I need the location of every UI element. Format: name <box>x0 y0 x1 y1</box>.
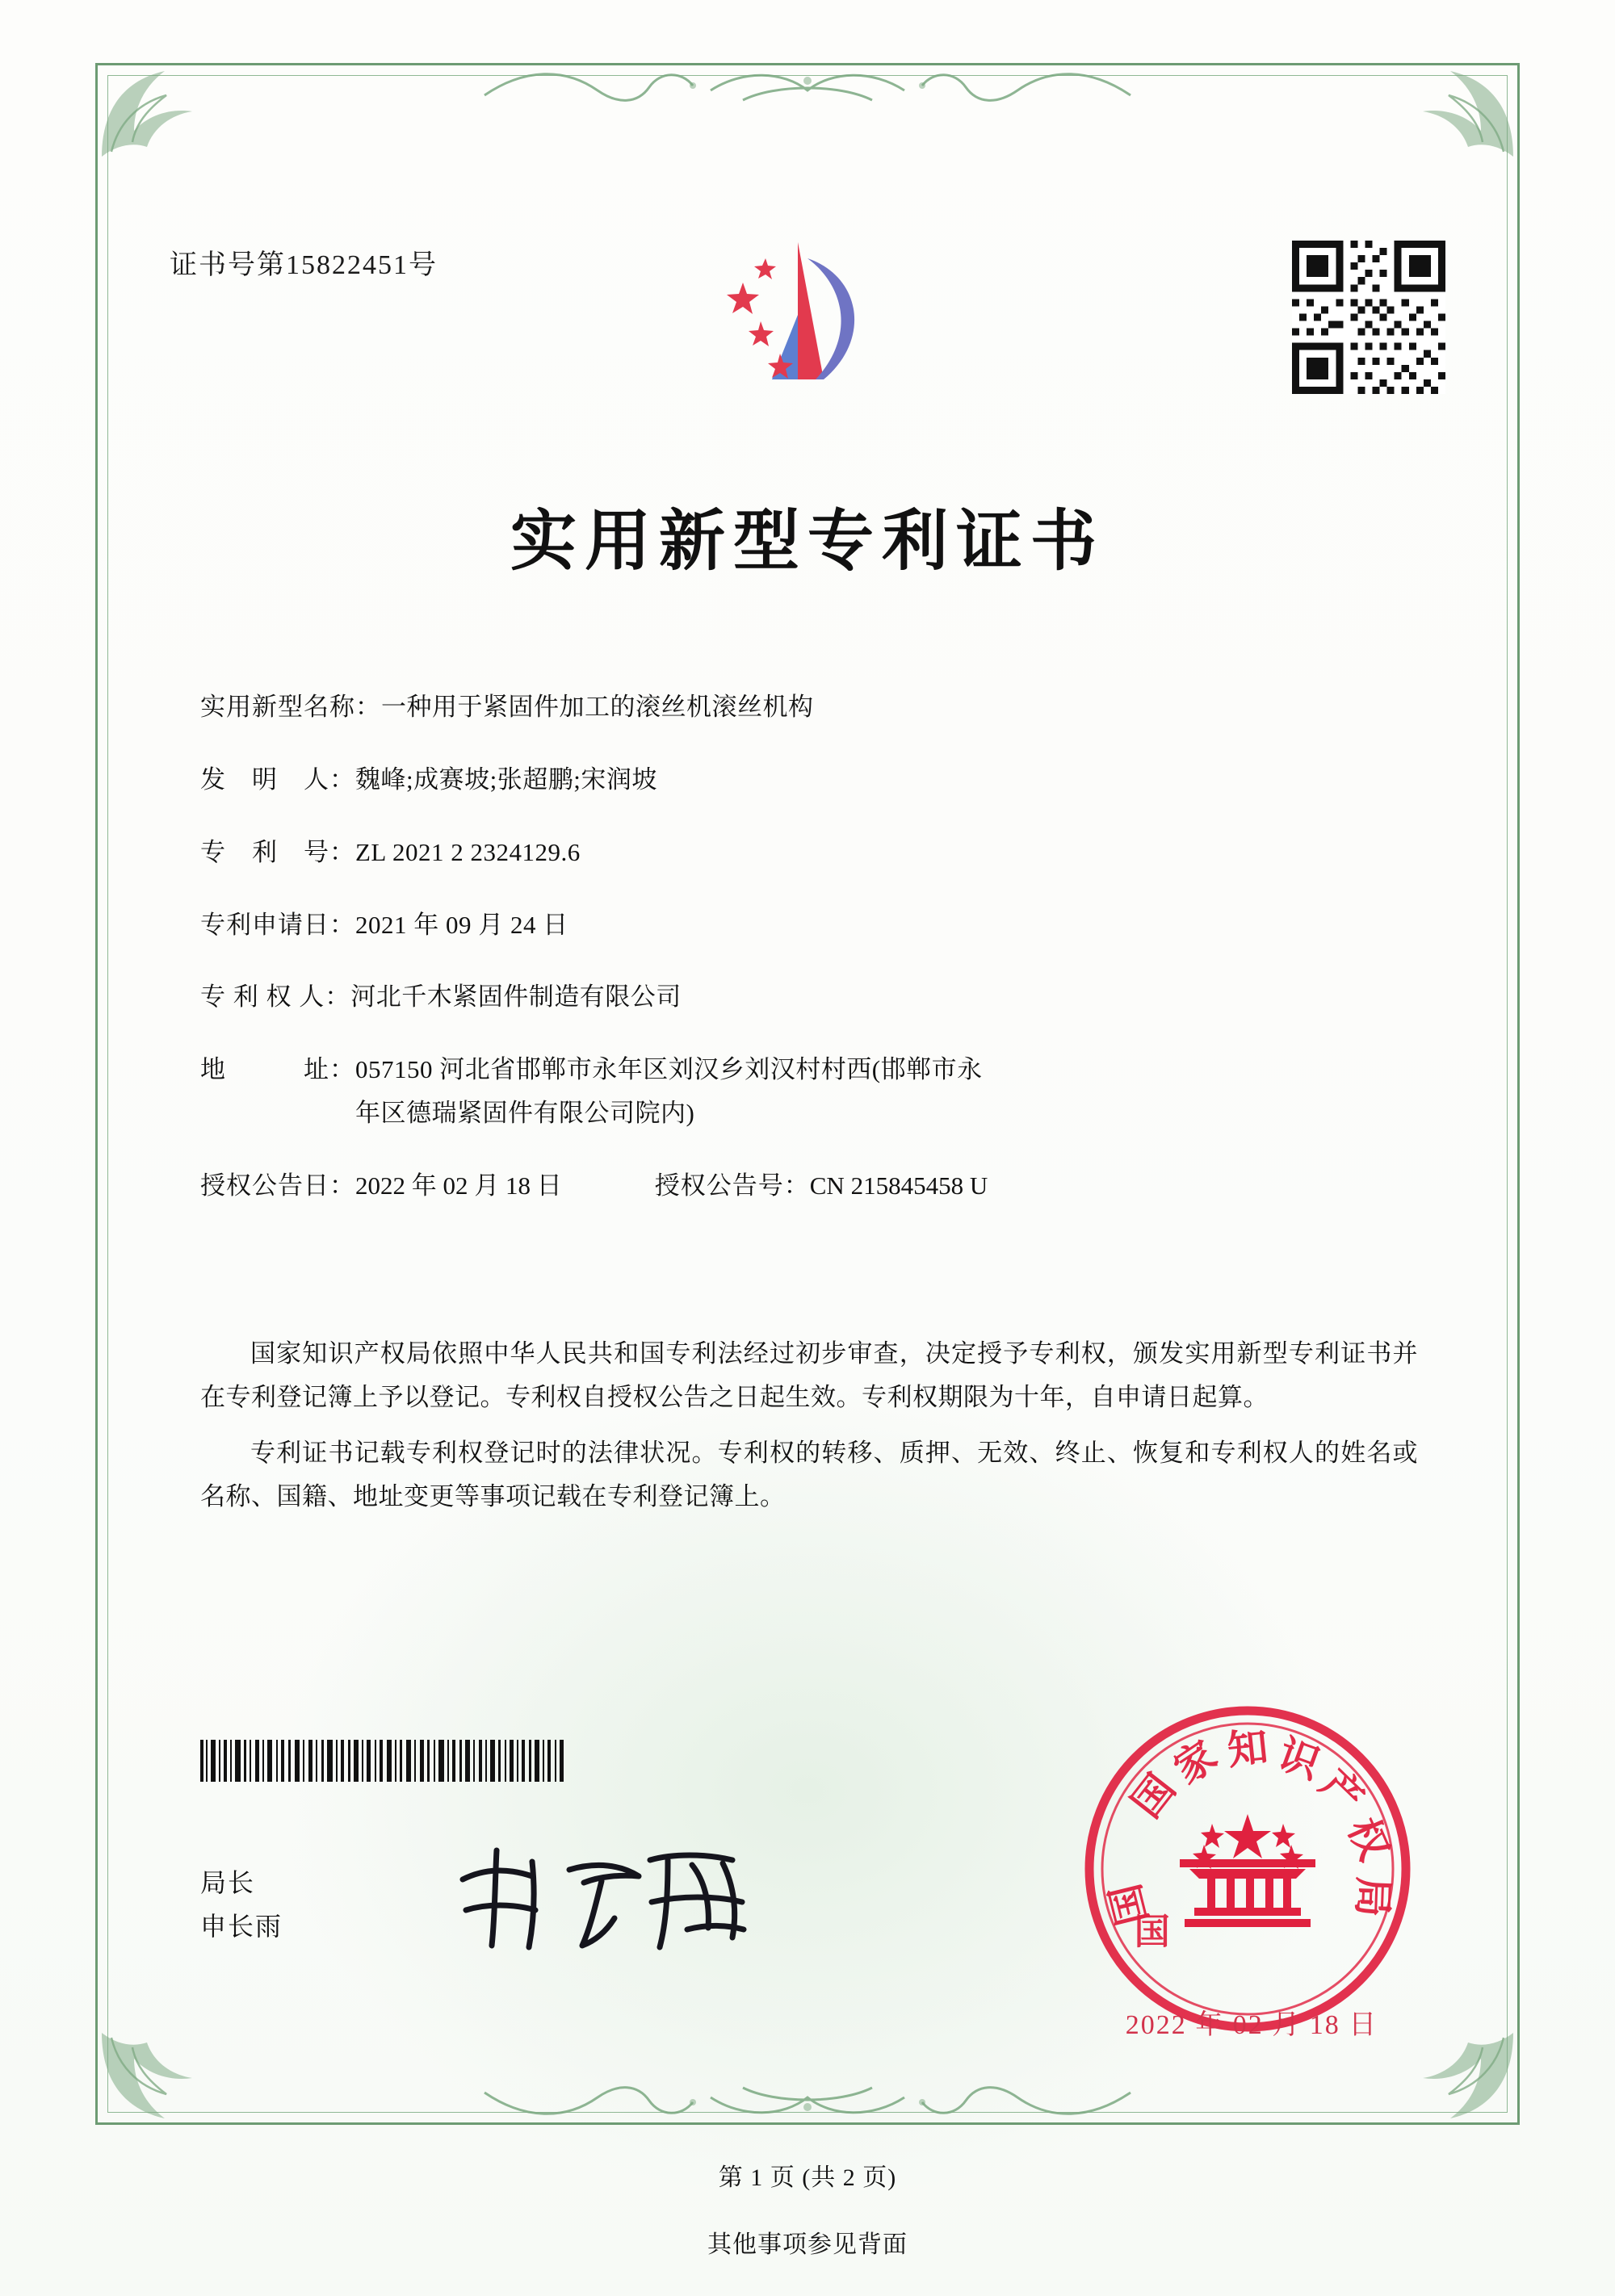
address-line-1: 057150 河北省邯郸市永年区刘汉乡刘汉村村西(邯郸市永 <box>355 1055 983 1084</box>
svg-text:权: 权 <box>1338 1811 1399 1867</box>
signature-block <box>200 1861 283 1949</box>
svg-text:家: 家 <box>1164 1731 1226 1793</box>
corner-ornament-icon <box>97 65 218 161</box>
field-label: 专利申请日： <box>200 910 355 939</box>
corner-ornament-icon <box>97 2028 218 2125</box>
field-value: 魏峰;成赛坡;张超鹏;宋润坡 <box>355 765 657 794</box>
address-line-2: 年区德瑞紧固件有限公司院内) <box>355 1099 695 1128</box>
field-grant-row <box>200 1169 1428 1203</box>
barcode-icon <box>200 1740 604 1782</box>
official-red-seal-icon <box>1078 1699 1417 2038</box>
field-value: 2021 年 09 月 24 日 <box>355 910 568 939</box>
field-application-date <box>200 908 1428 942</box>
field-value: 一种用于紧固件加工的滚丝机滚丝机构 <box>381 693 814 721</box>
svg-text:产: 产 <box>1311 1759 1374 1822</box>
certificate-fields <box>200 690 1428 1235</box>
page-title: 实用新型专利证书 <box>510 502 1105 580</box>
field-value: 河北千木紧固件制造有限公司 <box>350 983 682 1012</box>
field-label: 授权公告日： <box>200 1171 355 1200</box>
paragraph-2: 专利证书记载专利权登记时的法律状况。专利权的转移、质押、无效、终止、恢复和专利权人的姓名或名称、国籍、地址变更等事项记载在专利登记簿上。 <box>200 1438 1418 1510</box>
field-value: CN 215845458 U <box>809 1171 988 1200</box>
corner-ornament-icon <box>1397 65 1518 161</box>
svg-text:国: 国 <box>1101 1879 1157 1930</box>
legal-text <box>200 1332 1418 1530</box>
svg-text:局: 局 <box>1349 1875 1398 1918</box>
field-label: 发 明 人： <box>200 765 355 794</box>
field-label: 授权公告号： <box>654 1171 810 1200</box>
svg-text:识: 识 <box>1272 1729 1327 1788</box>
certificate-number: 证书号第15822451号 <box>170 250 438 280</box>
field-value: 2022 年 02 月 18 日 <box>355 1171 562 1200</box>
field-label: 专 利 权 人： <box>200 983 351 1012</box>
cnipa-logo-icon <box>703 234 912 408</box>
field-value: ZL 2021 2 2324129.6 <box>355 837 581 866</box>
corner-ornament-icon <box>1397 2028 1518 2125</box>
back-side-note: 其他事项参见背面 <box>707 2231 908 2258</box>
svg-text:知: 知 <box>1225 1722 1271 1774</box>
field-label: 地 址： <box>200 1055 355 1084</box>
field-utility-model-name <box>200 690 1428 724</box>
field-inventors <box>200 763 1428 797</box>
paragraph-1: 国家知识产权局依照中华人民共和国专利法经过初步审查，决定授予专利权，颁发实用新型专利证书并在专利登记簿上予以登记。专利权自授权公告之日起生效。专利权期限为十年，自申请日起算。 <box>200 1339 1418 1412</box>
field-patent-number <box>200 836 1428 869</box>
page-indicator: 第 1 页 (共 2 页) <box>718 2164 897 2191</box>
field-label: 专 利 号： <box>200 837 355 866</box>
director-title-label: 局长 <box>200 1868 256 1897</box>
handwritten-signature-icon <box>448 1833 787 1962</box>
field-patentee <box>200 980 1428 1014</box>
svg-text:国: 国 <box>1134 1911 1170 1953</box>
svg-text:国: 国 <box>1122 1765 1185 1827</box>
qr-code-icon <box>1292 241 1445 394</box>
field-value <box>355 1053 1428 1130</box>
top-scroll-ornament-icon <box>476 63 1139 119</box>
field-label: 实用新型名称： <box>200 693 381 721</box>
field-grant-date <box>200 1169 562 1203</box>
seal-date: 2022 年 02 月 18 日 <box>1125 2010 1378 2040</box>
field-address <box>200 1053 1428 1130</box>
bottom-scroll-ornament-icon <box>476 2068 1139 2125</box>
director-name-label: 申长雨 <box>200 1912 283 1942</box>
field-grant-number <box>655 1169 988 1203</box>
